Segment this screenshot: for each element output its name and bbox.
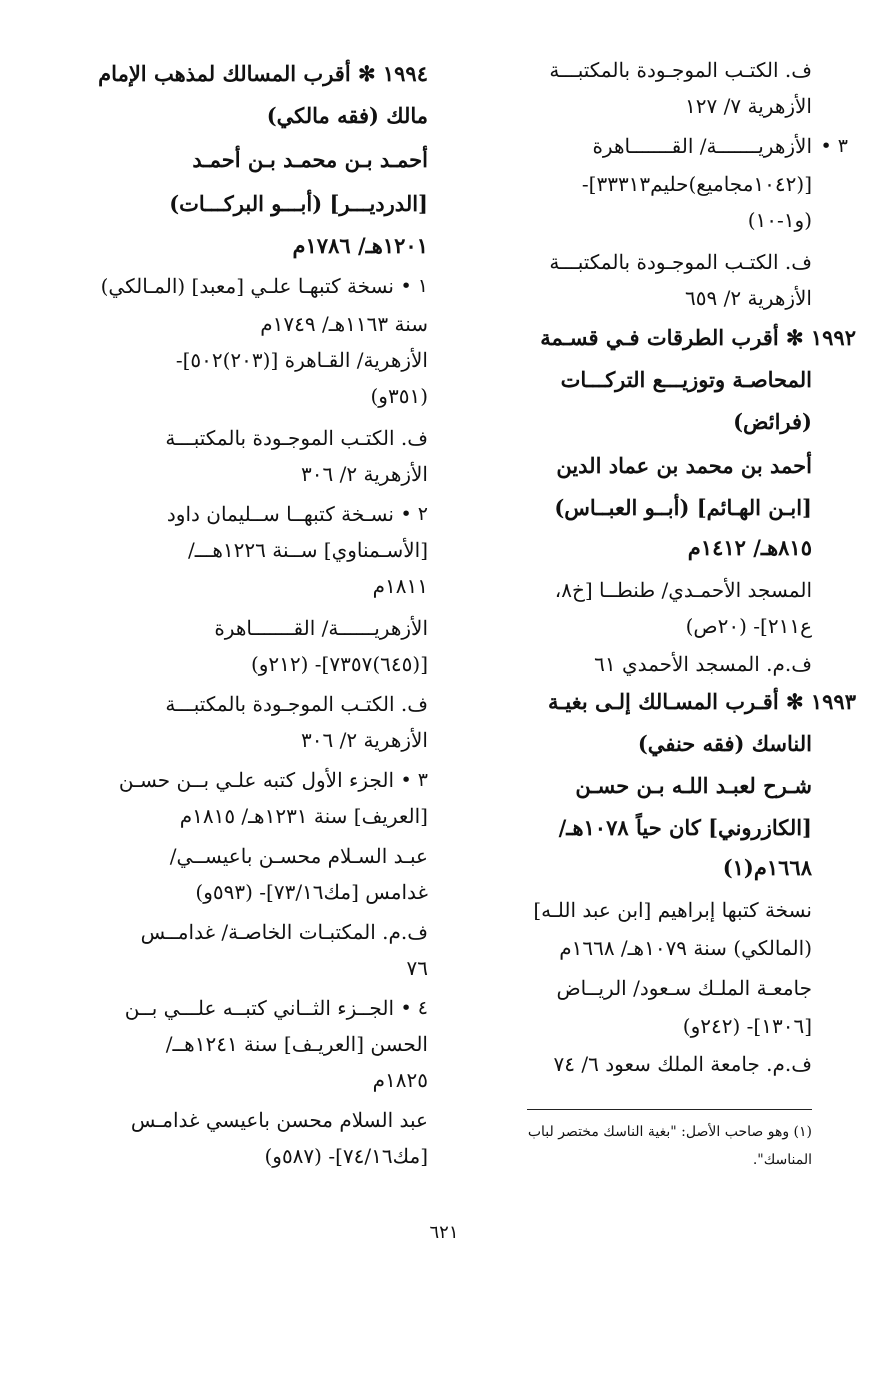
entry-heading-line: [ابـن الهـائم] (أبــو العبــاس) [554,495,812,520]
entry-heading-line: المحاصـة وتوزيـــع التركـــات [560,367,812,392]
entry-text-line: ١٨١١م [372,574,428,598]
entry-heading-line: [الدرديـــر] (أبـــو البركـــات) [169,191,428,216]
list-item-number: ٣ • [400,769,428,791]
entry-text-line: ف.م. المسجد الأحمدي ٦١ [594,652,812,676]
entry-text-line: نسخة كتبها إبراهيم [ابن عبد اللـه] [533,898,812,922]
entry-heading-line: ١٩٩٤ ✻ أقرب المسالك لمذهب الإمام [98,61,428,86]
entry-text-line: الأزهرية ٢/ ٣٠٦ [301,728,428,752]
entry-text-line: [(٦٤٥)٧٣٥٧]- (٢١٢و) [250,652,428,676]
entry-text-line: ٧٦ [406,956,428,980]
list-item-number: ٤ • [400,997,428,1019]
entry-text-line: ف. الكتـب الموجـودة بالمكتبـــة [549,250,812,274]
entry-text-line: [الأسـمناوي] ســنة ١٢٢٦هـــ/ [188,538,428,562]
entry-heading-line: ١٩٩٣ ✻ أقـرب المسـالك إلـى بغيـة [547,689,856,714]
entry-text-line: عبد السلام محسن باعيسي غدامـس [130,1108,428,1132]
entry-heading-line: أحمد بن محمد بن عماد الدين [556,453,812,478]
footnote-line: (١) وهو صاحب الأصل: "بغية الناسك مختصر لباب [527,1124,812,1140]
entry-text-line: (المالكي) سنة ١٠٧٩هـ/ ١٦٦٨م [559,936,812,960]
entry-text-line: [العريف] سنة ١٢٣١هـ/ ١٨١٥م [179,804,428,828]
entry-text-line: غدامس [مك٧٣/١٦]- (٥٩٣و) [195,880,428,904]
entry-text-line: جامعـة الملـك سـعود/ الريــاض [556,976,812,1000]
entry-heading-line: ٨١٥هـ/ ١٤١٢م [687,535,812,560]
list-item-number: ٣ • [820,135,848,157]
entry-text-line: ع٢١١]- (٢٠ص) [685,614,812,638]
entry-heading-line: مالك (فقه مالكي) [266,103,428,128]
entry-text-line: الأزهريــــــة/ القـــــــاهرة [214,616,428,640]
entry-text-line: ف.م. جامعة الملك سعود ٦/ ٧٤ [553,1052,812,1076]
entry-text-line: ف. الكتـب الموجـودة بالمكتبـــة [165,426,428,450]
entry-text-line: ف. الكتـب الموجـودة بالمكتبـــة [549,58,812,82]
footnote-line: المناسك". [752,1152,812,1168]
entry-heading-line: شـرح لعبـد اللـه بـن حسـن [575,773,812,798]
entry-text-line: الأزهرية ٢/ ٦٥٩ [685,286,812,310]
entry-heading-line: ١٩٩٢ ✻ أقرب الطرقات فـي قسـمة [540,325,856,350]
entry-text-line: [(١٠٤٢مجاميع)حليم٣٣٣١٣]- [581,172,812,196]
entry-text-line: نسخة كتبهـا علـي [معبد] (المـالكي) [100,274,394,298]
entry-text-line: الأزهريـــــــة/ القـــــــاهرة [592,134,812,158]
entry-text-line: الأزهرية ٧/ ١٢٧ [685,94,812,118]
entry-text-line: الحسن [العريـف] سنة ١٢٤١هــ/ [165,1032,428,1056]
entry-text-line: (و١-١٠) [747,208,812,232]
entry-text-line: (٣٥١و) [370,384,428,408]
entry-heading-line: [الكازروني] كان حياً ١٠٧٨هـ/ [558,815,812,840]
entry-text-line: [١٣٠٦]- (٢٤٢و) [682,1014,812,1038]
entry-text-line: [مك٧٤/١٦]- (٥٨٧و) [264,1144,428,1168]
entry-text-line: الجــزء الثــاني كتبــه علـــي بــن [124,996,394,1020]
entry-text-line: المسجد الأحمـدي/ طنطــا [خ٨، [554,578,812,602]
entry-text-line: الجزء الأول كتبه علـي بــن حسـن [118,768,394,792]
entry-text-line: عبـد السـلام محسـن باعيســي/ [169,844,428,868]
entry-heading-line: أحمـد بـن محمـد بـن أحمـد [192,147,428,172]
list-item-number: ٢ • [400,503,428,525]
entry-text-line: سنة ١١٦٣هـ/ ١٧٤٩م [260,312,428,336]
list-item-number: ١ • [400,275,428,297]
page-number: ٦٢١ [429,1222,459,1243]
entry-heading-line: (فرائض) [733,409,812,434]
entry-text-line: الأزهرية ٢/ ٣٠٦ [301,462,428,486]
entry-text-line: ف.م. المكتبـات الخاصـة/ غدامــس [140,920,428,944]
entry-heading-line: ١٦٦٨م(١) [722,855,812,880]
entry-heading-line: ١٢٠١هـ/ ١٧٨٦م [292,233,428,258]
entry-text-line: الأزهرية/ القـاهرة [(٢٠٣)٥٠٢]- [175,348,428,372]
entry-text-line: ١٨٢٥م [372,1068,428,1092]
entry-heading-line: الناسك (فقه حنفي) [637,731,812,756]
footnote-separator [527,1109,812,1110]
entry-text-line: نسـخة كتبهــا ســليمان داود [166,502,394,526]
entry-text-line: ف. الكتـب الموجـودة بالمكتبـــة [165,692,428,716]
